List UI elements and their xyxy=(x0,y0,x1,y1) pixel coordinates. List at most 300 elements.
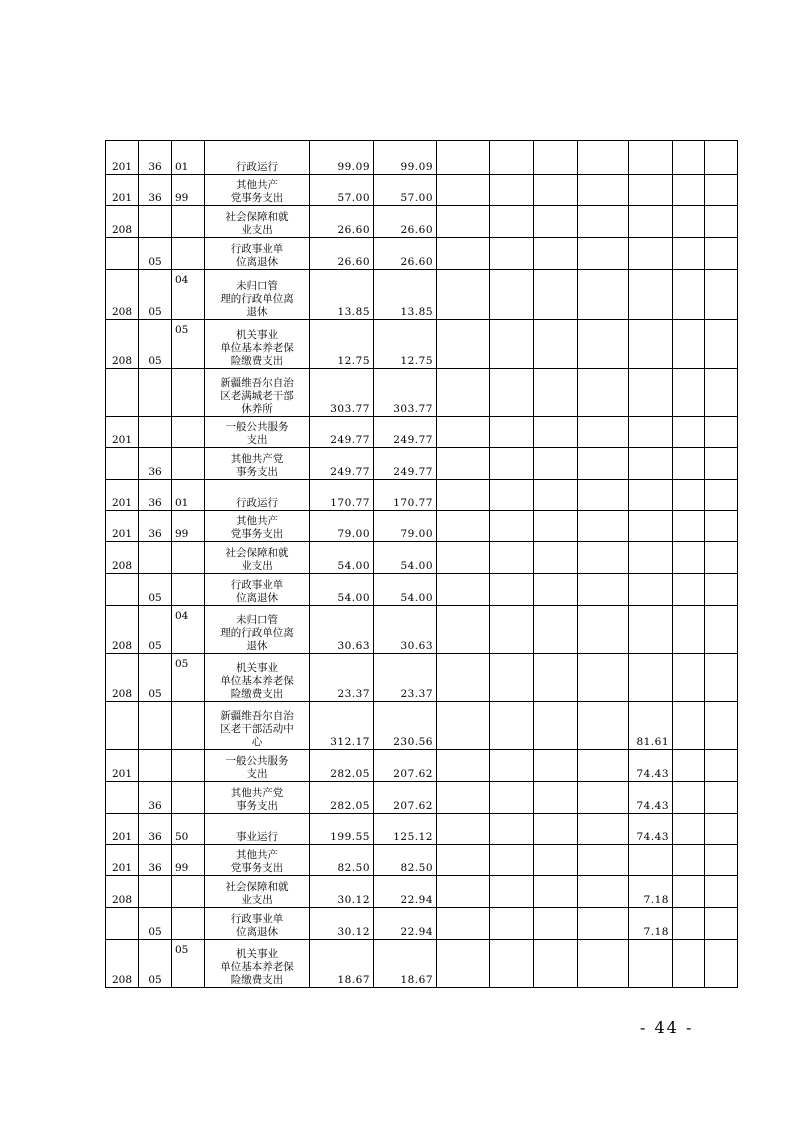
section-code-cell: 05 xyxy=(139,574,172,606)
amount-cell: 18.67 xyxy=(374,940,437,988)
section-code-cell: 05 xyxy=(139,606,172,654)
amount-cell xyxy=(578,876,629,908)
amount-cell xyxy=(629,480,673,511)
amount-cell: 125.12 xyxy=(374,814,437,845)
item-name-line: 机关事业 xyxy=(236,948,278,960)
amount-cell xyxy=(629,417,673,448)
amount-cell xyxy=(534,654,578,702)
amount-cell: 312.17 xyxy=(310,702,374,750)
amount-cell xyxy=(534,417,578,448)
amount-cell xyxy=(437,417,490,448)
item-code-cell: 01 xyxy=(172,480,205,511)
amount-cell xyxy=(490,702,534,750)
amount-cell xyxy=(673,448,705,480)
section-code-cell: 05 xyxy=(139,238,172,270)
amount-cell xyxy=(534,270,578,320)
amount-cell: 54.00 xyxy=(310,574,374,606)
amount-cell xyxy=(490,782,534,814)
amount-cell xyxy=(490,320,534,369)
amount-cell xyxy=(673,206,705,238)
table-body xyxy=(106,141,738,988)
amount-cell xyxy=(673,876,705,908)
table-row xyxy=(106,480,738,511)
amount-cell: 82.50 xyxy=(310,845,374,876)
amount-cell xyxy=(705,702,738,750)
item-name-cell xyxy=(205,876,310,908)
item-code-cell: 05 xyxy=(172,320,205,369)
item-name-line: 区老满城老干部 xyxy=(220,390,294,402)
item-name-cell xyxy=(205,940,310,988)
amount-cell: 81.61 xyxy=(629,702,673,750)
amount-cell xyxy=(490,940,534,988)
item-name-cell xyxy=(205,175,310,206)
class-code-cell: 201 xyxy=(106,141,139,175)
amount-cell: 74.43 xyxy=(629,750,673,782)
amount-cell: 57.00 xyxy=(374,175,437,206)
table-row xyxy=(106,206,738,238)
amount-cell xyxy=(490,814,534,845)
item-name-line: 区老干部活动中 xyxy=(220,723,294,735)
item-name-cell xyxy=(205,206,310,238)
amount-cell xyxy=(437,606,490,654)
item-name-cell xyxy=(205,417,310,448)
amount-cell: 26.60 xyxy=(374,206,437,238)
table-row xyxy=(106,750,738,782)
item-name-line: 险缴费支出 xyxy=(230,974,284,986)
section-code-cell xyxy=(139,542,172,574)
amount-cell: 79.00 xyxy=(310,511,374,542)
item-name-line: 一般公共服务 xyxy=(225,755,289,767)
amount-cell xyxy=(705,654,738,702)
amount-cell xyxy=(534,940,578,988)
amount-cell: 99.09 xyxy=(310,141,374,175)
class-code-cell xyxy=(106,702,139,750)
amount-cell xyxy=(673,908,705,940)
amount-cell xyxy=(490,270,534,320)
amount-cell xyxy=(578,574,629,606)
item-name-line: 行政运行 xyxy=(236,497,278,509)
amount-cell xyxy=(490,448,534,480)
amount-cell xyxy=(673,814,705,845)
amount-cell: 74.43 xyxy=(629,814,673,845)
amount-cell: 207.62 xyxy=(374,782,437,814)
section-code-cell xyxy=(139,206,172,238)
amount-cell xyxy=(673,511,705,542)
amount-cell xyxy=(490,206,534,238)
class-code-cell: 201 xyxy=(106,750,139,782)
item-name-cell xyxy=(205,448,310,480)
amount-cell xyxy=(578,845,629,876)
item-name-line: 休养所 xyxy=(241,403,273,415)
class-code-cell: 201 xyxy=(106,845,139,876)
item-name-line: 行政事业单 xyxy=(230,243,284,255)
table-row xyxy=(106,270,738,320)
item-name-cell xyxy=(205,320,310,369)
amount-cell xyxy=(629,369,673,417)
amount-cell xyxy=(578,511,629,542)
item-name-line: 其他共产 xyxy=(236,179,278,191)
amount-cell: 26.60 xyxy=(374,238,437,270)
class-code-cell: 208 xyxy=(106,876,139,908)
amount-cell xyxy=(490,876,534,908)
amount-cell: 7.18 xyxy=(629,908,673,940)
amount-cell xyxy=(490,369,534,417)
item-name-line: 未归口管 xyxy=(236,614,278,626)
amount-cell xyxy=(578,606,629,654)
amount-cell xyxy=(578,782,629,814)
amount-cell: 54.00 xyxy=(374,574,437,606)
amount-cell xyxy=(490,606,534,654)
amount-cell: 22.94 xyxy=(374,908,437,940)
amount-cell xyxy=(673,845,705,876)
amount-cell xyxy=(534,908,578,940)
amount-cell xyxy=(629,940,673,988)
class-code-cell: 208 xyxy=(106,654,139,702)
amount-cell: 249.77 xyxy=(310,417,374,448)
amount-cell xyxy=(629,141,673,175)
item-code-cell xyxy=(172,574,205,606)
amount-cell xyxy=(490,141,534,175)
amount-cell xyxy=(534,814,578,845)
item-name-line: 新疆维吾尔自治 xyxy=(220,377,294,389)
section-code-cell xyxy=(139,876,172,908)
item-code-cell: 04 xyxy=(172,270,205,320)
table-row xyxy=(106,702,738,750)
item-name-line: 未归口管 xyxy=(236,280,278,292)
table-row xyxy=(106,175,738,206)
amount-cell xyxy=(705,141,738,175)
amount-cell xyxy=(673,702,705,750)
amount-cell xyxy=(490,417,534,448)
amount-cell xyxy=(578,908,629,940)
item-code-cell xyxy=(172,750,205,782)
item-name-line: 退休 xyxy=(246,306,268,318)
table-row xyxy=(106,417,738,448)
item-name-line: 行政运行 xyxy=(236,161,278,173)
item-code-cell xyxy=(172,702,205,750)
amount-cell: 99.09 xyxy=(374,141,437,175)
amount-cell: 30.12 xyxy=(310,876,374,908)
amount-cell xyxy=(629,845,673,876)
item-code-cell: 05 xyxy=(172,940,205,988)
item-name-cell xyxy=(205,542,310,574)
item-name-line: 事务支出 xyxy=(236,800,278,812)
item-name-line: 退休 xyxy=(246,640,268,652)
item-name-line: 社会保障和就 xyxy=(225,881,289,893)
amount-cell: 199.55 xyxy=(310,814,374,845)
amount-cell xyxy=(437,480,490,511)
amount-cell xyxy=(629,448,673,480)
table-row xyxy=(106,141,738,175)
item-code-cell xyxy=(172,782,205,814)
amount-cell xyxy=(437,175,490,206)
item-name-line: 支出 xyxy=(246,434,268,446)
budget-table xyxy=(105,140,738,988)
class-code-cell xyxy=(106,238,139,270)
page-number: - 44 - xyxy=(640,1018,694,1037)
item-name-cell xyxy=(205,141,310,175)
amount-cell: 30.63 xyxy=(310,606,374,654)
item-name-cell xyxy=(205,238,310,270)
amount-cell xyxy=(490,238,534,270)
amount-cell xyxy=(629,511,673,542)
amount-cell xyxy=(578,702,629,750)
amount-cell xyxy=(629,606,673,654)
class-code-cell xyxy=(106,574,139,606)
item-name-line: 其他共产 xyxy=(236,849,278,861)
amount-cell xyxy=(437,845,490,876)
amount-cell xyxy=(534,782,578,814)
section-code-cell xyxy=(139,702,172,750)
amount-cell: 230.56 xyxy=(374,702,437,750)
amount-cell: 26.60 xyxy=(310,238,374,270)
amount-cell xyxy=(578,206,629,238)
amount-cell xyxy=(705,876,738,908)
class-code-cell: 208 xyxy=(106,206,139,238)
section-code-cell: 36 xyxy=(139,511,172,542)
amount-cell: 13.85 xyxy=(310,270,374,320)
item-name-cell xyxy=(205,750,310,782)
amount-cell xyxy=(705,606,738,654)
table-row xyxy=(106,876,738,908)
item-code-cell: 99 xyxy=(172,175,205,206)
amount-cell xyxy=(578,940,629,988)
amount-cell xyxy=(705,369,738,417)
class-code-cell: 208 xyxy=(106,606,139,654)
section-code-cell xyxy=(139,417,172,448)
amount-cell: 303.77 xyxy=(310,369,374,417)
amount-cell xyxy=(629,542,673,574)
amount-cell xyxy=(437,750,490,782)
item-name-line: 机关事业 xyxy=(236,662,278,674)
amount-cell xyxy=(437,876,490,908)
amount-cell xyxy=(534,141,578,175)
amount-cell xyxy=(534,369,578,417)
table-row xyxy=(106,908,738,940)
item-code-cell: 01 xyxy=(172,141,205,175)
amount-cell xyxy=(437,782,490,814)
amount-cell xyxy=(437,654,490,702)
amount-cell xyxy=(490,654,534,702)
item-name-line: 行政事业单 xyxy=(230,579,284,591)
item-code-cell xyxy=(172,542,205,574)
item-name-cell xyxy=(205,270,310,320)
amount-cell xyxy=(673,542,705,574)
section-code-cell: 36 xyxy=(139,480,172,511)
item-name-line: 业支出 xyxy=(241,224,273,236)
item-code-cell: 04 xyxy=(172,606,205,654)
amount-cell xyxy=(437,814,490,845)
class-code-cell: 201 xyxy=(106,417,139,448)
table-row xyxy=(106,238,738,270)
amount-cell xyxy=(629,270,673,320)
amount-cell xyxy=(437,320,490,369)
amount-cell xyxy=(578,238,629,270)
amount-cell xyxy=(490,511,534,542)
amount-cell: 282.05 xyxy=(310,750,374,782)
amount-cell xyxy=(673,270,705,320)
section-code-cell: 05 xyxy=(139,320,172,369)
class-code-cell: 208 xyxy=(106,542,139,574)
amount-cell xyxy=(534,702,578,750)
amount-cell: 74.43 xyxy=(629,782,673,814)
amount-cell xyxy=(490,845,534,876)
item-code-cell xyxy=(172,238,205,270)
amount-cell xyxy=(705,574,738,606)
class-code-cell xyxy=(106,448,139,480)
section-code-cell: 36 xyxy=(139,845,172,876)
amount-cell: 249.77 xyxy=(374,448,437,480)
amount-cell xyxy=(673,750,705,782)
amount-cell: 54.00 xyxy=(374,542,437,574)
amount-cell xyxy=(534,606,578,654)
amount-cell xyxy=(705,511,738,542)
amount-cell xyxy=(705,270,738,320)
item-name-cell xyxy=(205,782,310,814)
item-name-cell xyxy=(205,480,310,511)
section-code-cell: 36 xyxy=(139,448,172,480)
amount-cell xyxy=(705,480,738,511)
item-name-cell xyxy=(205,369,310,417)
amount-cell: 13.85 xyxy=(374,270,437,320)
amount-cell: 170.77 xyxy=(374,480,437,511)
table-row xyxy=(106,574,738,606)
amount-cell xyxy=(437,908,490,940)
item-name-cell xyxy=(205,814,310,845)
amount-cell xyxy=(534,238,578,270)
amount-cell xyxy=(578,320,629,369)
class-code-cell: 208 xyxy=(106,940,139,988)
item-name-line: 新疆维吾尔自治 xyxy=(220,710,294,722)
amount-cell xyxy=(578,814,629,845)
section-code-cell xyxy=(139,369,172,417)
item-code-cell xyxy=(172,876,205,908)
section-code-cell: 05 xyxy=(139,270,172,320)
item-name-line: 其他共产党 xyxy=(230,787,284,799)
amount-cell: 23.37 xyxy=(310,654,374,702)
amount-cell: 23.37 xyxy=(374,654,437,702)
amount-cell: 54.00 xyxy=(310,542,374,574)
section-code-cell: 36 xyxy=(139,814,172,845)
amount-cell xyxy=(534,175,578,206)
class-code-cell: 208 xyxy=(106,270,139,320)
amount-cell xyxy=(673,238,705,270)
section-code-cell xyxy=(139,750,172,782)
amount-cell: 18.67 xyxy=(310,940,374,988)
amount-cell xyxy=(578,750,629,782)
item-name-line: 单位基本养老保 xyxy=(220,342,294,354)
amount-cell: 30.12 xyxy=(310,908,374,940)
item-name-line: 党事务支出 xyxy=(230,862,284,874)
amount-cell xyxy=(534,574,578,606)
amount-cell xyxy=(437,940,490,988)
amount-cell xyxy=(437,206,490,238)
item-name-cell xyxy=(205,606,310,654)
item-name-line: 行政事业单 xyxy=(230,913,284,925)
item-code-cell xyxy=(172,448,205,480)
amount-cell: 207.62 xyxy=(374,750,437,782)
amount-cell: 79.00 xyxy=(374,511,437,542)
class-code-cell xyxy=(106,369,139,417)
amount-cell: 282.05 xyxy=(310,782,374,814)
amount-cell xyxy=(629,654,673,702)
item-name-line: 理的行政单位离 xyxy=(220,293,294,305)
amount-cell xyxy=(629,238,673,270)
amount-cell xyxy=(629,206,673,238)
amount-cell xyxy=(705,320,738,369)
item-name-cell xyxy=(205,908,310,940)
amount-cell xyxy=(578,654,629,702)
amount-cell xyxy=(437,702,490,750)
amount-cell xyxy=(534,206,578,238)
amount-cell xyxy=(437,448,490,480)
amount-cell xyxy=(490,542,534,574)
amount-cell xyxy=(673,417,705,448)
amount-cell: 82.50 xyxy=(374,845,437,876)
item-code-cell: 05 xyxy=(172,654,205,702)
amount-cell xyxy=(534,448,578,480)
class-code-cell: 201 xyxy=(106,814,139,845)
amount-cell xyxy=(578,369,629,417)
amount-cell xyxy=(705,417,738,448)
item-name-line: 险缴费支出 xyxy=(230,355,284,367)
class-code-cell: 201 xyxy=(106,480,139,511)
item-name-line: 单位基本养老保 xyxy=(220,961,294,973)
amount-cell xyxy=(705,542,738,574)
item-name-line: 理的行政单位离 xyxy=(220,627,294,639)
amount-cell xyxy=(578,542,629,574)
item-name-line: 党事务支出 xyxy=(230,528,284,540)
amount-cell: 12.75 xyxy=(374,320,437,369)
amount-cell xyxy=(705,448,738,480)
amount-cell xyxy=(578,175,629,206)
amount-cell xyxy=(673,940,705,988)
amount-cell xyxy=(673,654,705,702)
item-name-line: 心 xyxy=(251,736,263,748)
amount-cell xyxy=(673,782,705,814)
item-code-cell xyxy=(172,369,205,417)
amount-cell xyxy=(490,750,534,782)
item-name-cell xyxy=(205,845,310,876)
amount-cell xyxy=(437,542,490,574)
item-name-line: 社会保障和就 xyxy=(225,547,289,559)
amount-cell xyxy=(673,606,705,654)
table-row xyxy=(106,940,738,988)
item-name-line: 机关事业 xyxy=(236,329,278,341)
item-code-cell xyxy=(172,908,205,940)
amount-cell xyxy=(578,480,629,511)
item-code-cell xyxy=(172,417,205,448)
section-code-cell: 05 xyxy=(139,654,172,702)
amount-cell xyxy=(629,175,673,206)
amount-cell xyxy=(578,417,629,448)
amount-cell: 249.77 xyxy=(310,448,374,480)
item-code-cell xyxy=(172,206,205,238)
amount-cell: 12.75 xyxy=(310,320,374,369)
table-row xyxy=(106,448,738,480)
item-name-line: 其他共产 xyxy=(236,515,278,527)
item-name-cell xyxy=(205,574,310,606)
amount-cell xyxy=(673,480,705,511)
amount-cell xyxy=(673,320,705,369)
amount-cell xyxy=(534,480,578,511)
amount-cell xyxy=(673,141,705,175)
table-row xyxy=(106,542,738,574)
class-code-cell: 208 xyxy=(106,320,139,369)
class-code-cell xyxy=(106,908,139,940)
amount-cell xyxy=(673,175,705,206)
table-row xyxy=(106,782,738,814)
